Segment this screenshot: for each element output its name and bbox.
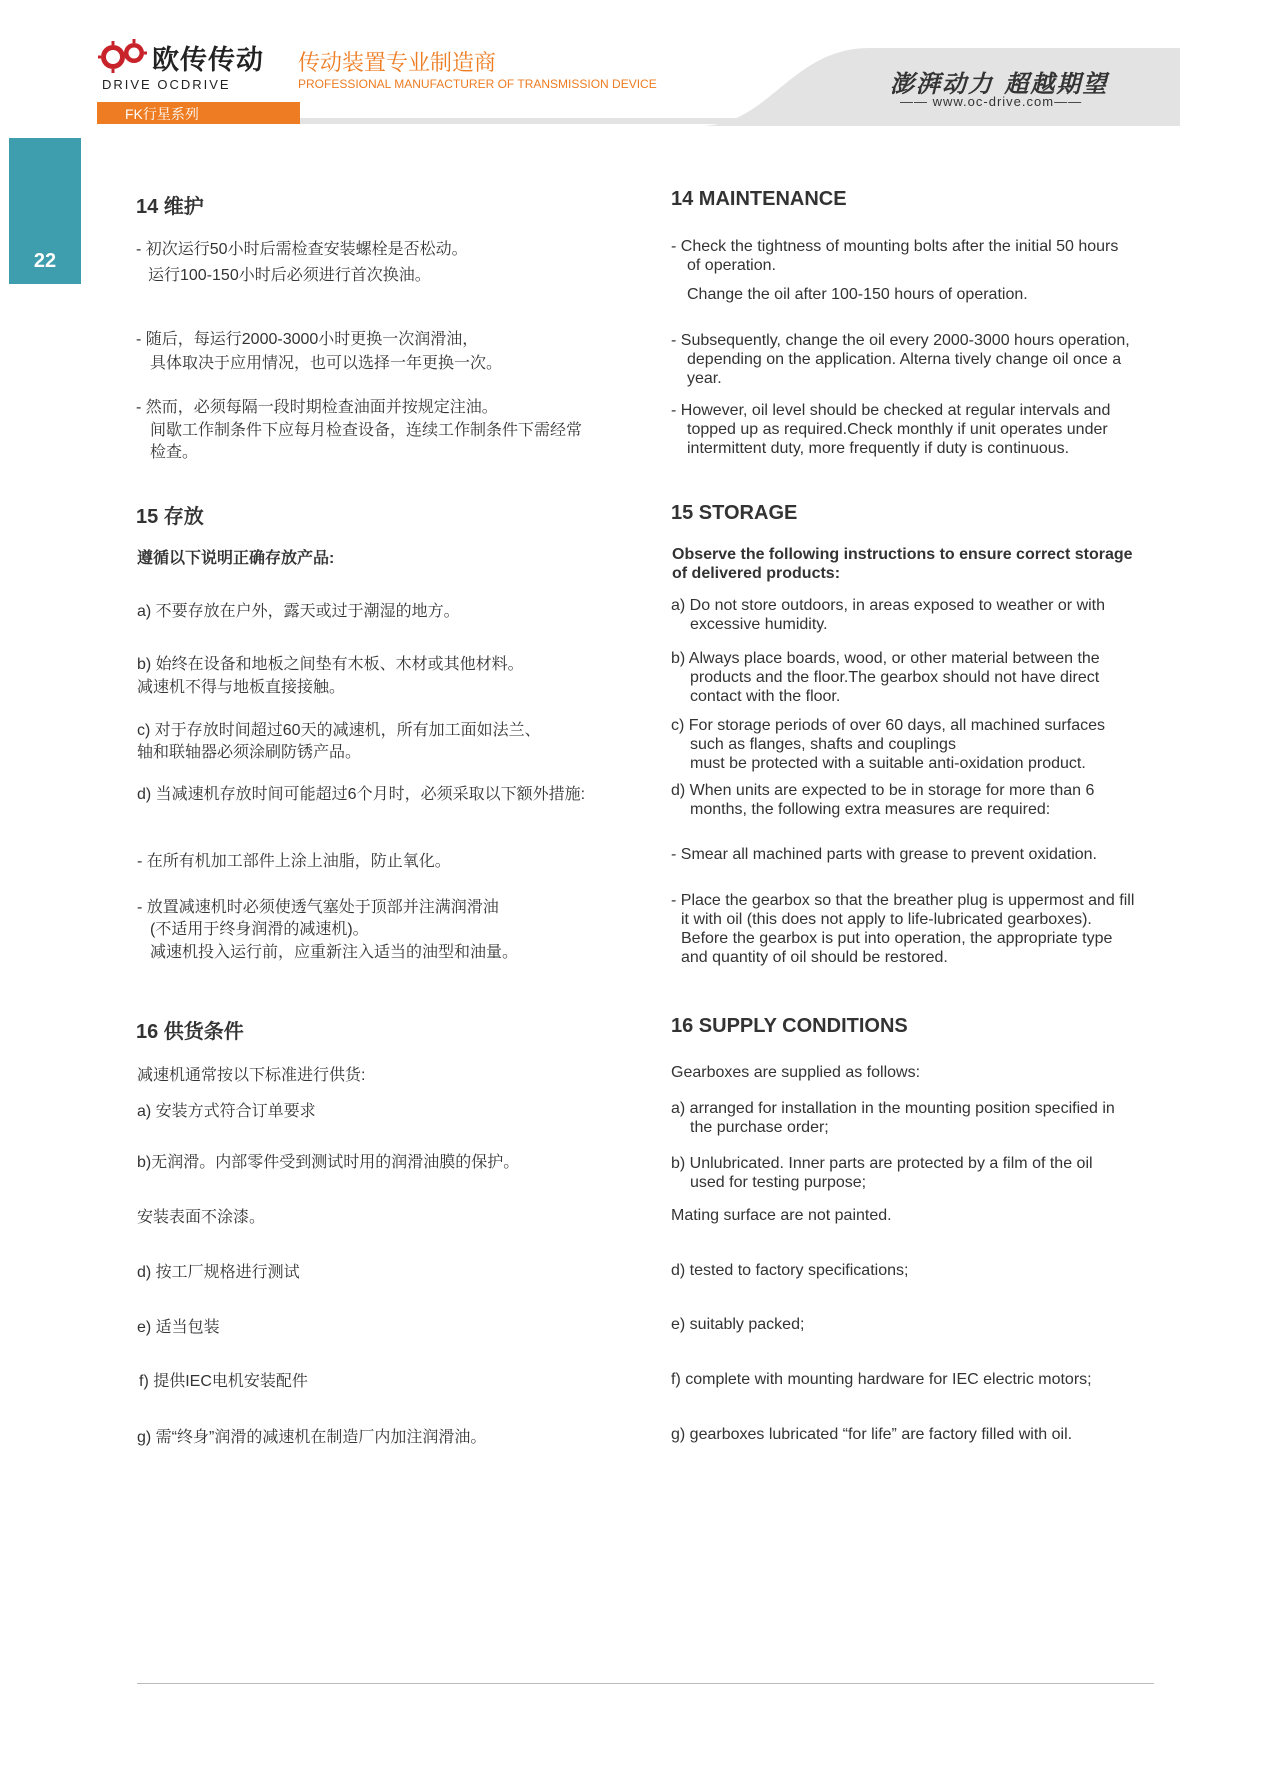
cn-text: - 放置减速机时必须使透气塞处于顶部并注满润滑油	[137, 899, 499, 916]
cn-text: d) 当减速机存放时间可能超过6个月时，必须采取以下额外措施:	[137, 786, 586, 803]
en-text: Mating surface are not painted.	[671, 1207, 892, 1224]
section-15-title-en: 15 STORAGE	[671, 502, 798, 524]
cn-text: b) 始终在设备和地板之间垫有木板、木材或其他材料。	[137, 656, 524, 673]
section-16-title-cn: 16 供货条件	[136, 1021, 244, 1043]
cn-text: b)无润滑。内部零件受到测试时用的润滑油膜的保护。	[137, 1154, 520, 1171]
section-14-title-en: 14 MAINTENANCE	[671, 188, 847, 210]
cn-text: 间歇工作制条件下应每月检查设备，连续工作制条件下需经常	[150, 422, 583, 439]
en-text: used for testing purpose;	[690, 1174, 867, 1191]
en-text: c) For storage periods of over 60 days, all machined surfaces	[671, 717, 1105, 734]
en-text: products and the floor.The gearbox should not have direct	[690, 669, 1100, 686]
en-text: intermittent duty, more frequently if duty is continuous.	[687, 440, 1070, 457]
en-text: d) When units are expected to be in storage for more than 6	[671, 782, 1095, 799]
en-text: d) tested to factory specifications;	[671, 1262, 909, 1279]
brand-name-en: DRIVE OCDRIVE	[102, 77, 231, 92]
cn-text: - 初次运行50小时后需检查安装螺栓是否松动。	[136, 241, 468, 258]
en-text: the purchase order;	[690, 1119, 829, 1136]
cn-text: 检查。	[150, 444, 199, 461]
en-text: g) gearboxes lubricated “for life” are factory filled with oil.	[671, 1426, 1073, 1443]
en-text: must be protected with a suitable anti-oxidation product.	[690, 755, 1086, 772]
en-text: Before the gearbox is put into operation, the appropriate type	[681, 930, 1113, 947]
en-intro: of delivered products:	[672, 565, 841, 582]
cn-text: g) 需“终身”润滑的减速机在制造厂内加注润滑油。	[137, 1429, 487, 1446]
page-number: 22	[33, 250, 57, 272]
cn-text: 安装表面不涂漆。	[137, 1209, 266, 1226]
brand-name-cn: 欧传传动	[152, 45, 264, 75]
series-divider	[300, 118, 1178, 124]
en-text: depending on the application. Alterna tively change oil once a	[687, 351, 1122, 368]
website-url: —— www.oc-drive.com——	[900, 94, 1083, 109]
en-text: it with oil (this does not apply to life-lubricated gearboxes).	[681, 911, 1092, 928]
en-text: Gearboxes are supplied as follows:	[671, 1064, 921, 1081]
cn-text: 具体取决于应用情况，也可以选择一年更换一次。	[150, 355, 503, 372]
en-text: a) Do not store outdoors, in areas exposed to weather or with	[671, 597, 1106, 614]
en-text: b) Unlubricated. Inner parts are protected by a film of the oil	[671, 1155, 1093, 1172]
cn-text: 减速机通常按以下标准进行供货:	[137, 1067, 366, 1084]
cn-text: f) 提供IEC电机安装配件	[139, 1373, 308, 1390]
cn-text: - 随后，每运行2000-3000小时更换一次润滑油，	[136, 331, 479, 348]
page-header	[0, 0, 1280, 130]
en-text: - Check the tightness of mounting bolts after the initial 50 hours	[671, 238, 1119, 255]
cn-intro: 遵循以下说明正确存放产品:	[137, 550, 335, 567]
section-16-title-en: 16 SUPPLY CONDITIONS	[671, 1015, 908, 1037]
cn-text: d) 按工厂规格进行测试	[137, 1264, 300, 1281]
cn-text: a) 安装方式符合订单要求	[137, 1103, 316, 1120]
tagline-en: PROFESSIONAL MANUFACTURER OF TRANSMISSION DEVICE	[298, 77, 657, 91]
en-text: Change the oil after 100-150 hours of operation.	[687, 286, 1028, 303]
en-text: b) Always place boards, wood, or other material between the	[671, 650, 1100, 667]
en-text: year.	[687, 370, 722, 387]
en-text: - However, oil level should be checked at regular intervals and	[671, 402, 1111, 419]
tagline-cn: 传动装置专业制造商	[298, 50, 497, 75]
en-intro: Observe the following instructions to ensure correct storage	[672, 546, 1133, 563]
cn-text: 轴和联轴器必须涂刷防锈产品。	[137, 744, 362, 761]
en-text: a) arranged for installation in the mounting position specified in	[671, 1100, 1115, 1117]
company-logo	[98, 36, 268, 96]
en-text: - Smear all machined parts with grease to prevent oxidation.	[671, 846, 1097, 863]
footer-divider	[137, 1683, 1154, 1684]
en-text: excessive humidity.	[690, 616, 828, 633]
en-text: topped up as required.Check monthly if unit operates under	[687, 421, 1108, 438]
en-text: - Place the gearbox so that the breather plug is uppermost and fill	[671, 892, 1135, 909]
slogan: 澎湃动力 超越期望	[890, 69, 1109, 98]
cn-text: 减速机投入运行前，应重新注入适当的油型和油量。	[150, 944, 519, 961]
en-text: of operation.	[687, 257, 776, 274]
en-text: - Subsequently, change the oil every 2000-3000 hours operation,	[671, 332, 1130, 349]
section-15-title-cn: 15 存放	[136, 506, 204, 528]
cn-text: - 在所有机加工部件上涂上油脂，防止氧化。	[137, 853, 451, 870]
cn-text: 减速机不得与地板直接接触。	[137, 679, 346, 696]
cn-text: a) 不要存放在户外，露天或过于潮湿的地方。	[137, 603, 460, 620]
en-text: e) suitably packed;	[671, 1316, 805, 1333]
cn-text: e) 适当包装	[137, 1319, 220, 1336]
cn-text: c) 对于存放时间超过60天的减速机，所有加工面如法兰、	[137, 722, 541, 739]
en-text: months, the following extra measures are required:	[690, 801, 1051, 818]
cn-text: (不适用于终身润滑的减速机)。	[150, 921, 369, 938]
en-text: such as flanges, shafts and couplings	[690, 736, 956, 753]
en-text: f) complete with mounting hardware for IEC electric motors;	[671, 1371, 1092, 1388]
en-text: and quantity of oil should be restored.	[681, 949, 948, 966]
cn-text: - 然而，必须每隔一段时期检查油面并按规定注油。	[136, 399, 498, 416]
section-14-title-cn: 14 维护	[136, 196, 204, 218]
series-label: FK行星系列	[125, 106, 199, 122]
cn-text: 运行100-150小时后必须进行首次换油。	[148, 267, 431, 284]
en-text: contact with the floor.	[690, 688, 841, 705]
gear-logo-icon	[98, 36, 148, 78]
